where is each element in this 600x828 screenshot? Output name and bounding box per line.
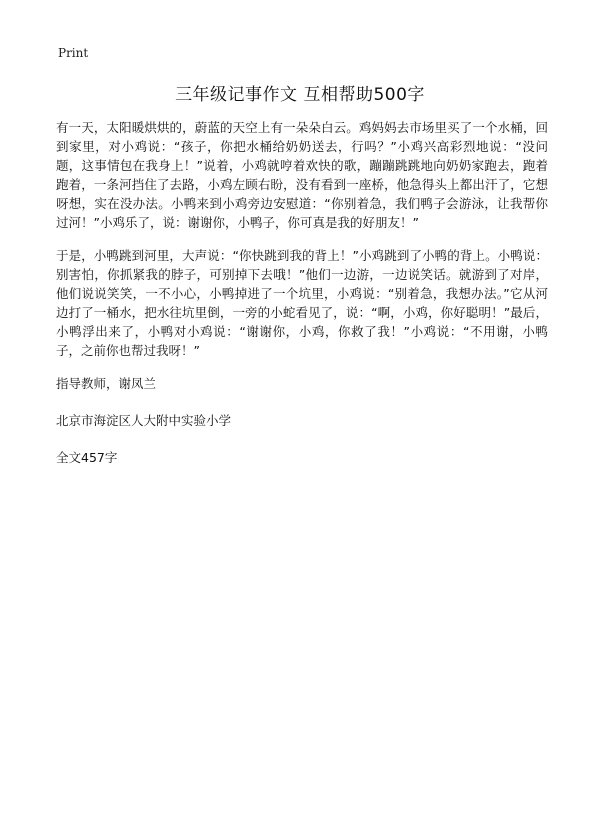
article-body <box>56 118 548 485</box>
article-paragraph-1: 有一天，太阳暖烘烘的，蔚蓝的天空上有一朵朵白云。鸡妈妈去市场里买了一个水桶，回到家里，对小鸡说：“孩子，你把水桶给奶奶送去，行吗？”小鸡兴高彩烈地说：“没问题，这事情包在我身上！”说着，小鸡就哼着欢快的歌，蹦蹦跳跳地向奶奶家跑去，跑着跑着，一条河挡住了去路，小鸡左顾右盼，没有看到一座桥，他急得头上都出汗了，它想呀想，实在没办法。小鸭来到小鸡旁边安慰道：“你别着急，我们鸭子会游泳，让我帮你过河！”小鸡乐了，说：谢谢你，小鸭子，你可真是我的好朋友！” <box>56 120 548 230</box>
print-link[interactable]: Print <box>58 46 89 60</box>
article-paragraph-2: 于是，小鸭跳到河里，大声说：“你快跳到我的背上！”小鸡跳到了小鸭的背上。小鸭说：别害怕，你抓紧我的脖子，可别掉下去哦！”他们一边游，一边说笑话。就游到了对岸，他们说说笑笑，一不小心，小鸭掉进了一个坑里，小鸡说：“别着急，我想办法。”它从河边打了一桶水，把水往坑里倒，一旁的小蛇看见了，说：“啊，小鸡，你好聪明！”最后，小鸭浮出来了，小鸭对小鸡说：“谢谢你，小鸡，你救了我！”小鸡说：“不用谢，小鸭子，之前你也帮过我呀！” <box>56 248 548 358</box>
word-count: 全文457字 <box>56 450 118 465</box>
teacher-credit: 指导教师，谢凤兰 <box>56 376 157 391</box>
article-title: 三年级记事作文 互相帮助500字 <box>175 85 425 105</box>
school-name: 北京市海淀区人大附中实验小学 <box>56 413 232 428</box>
